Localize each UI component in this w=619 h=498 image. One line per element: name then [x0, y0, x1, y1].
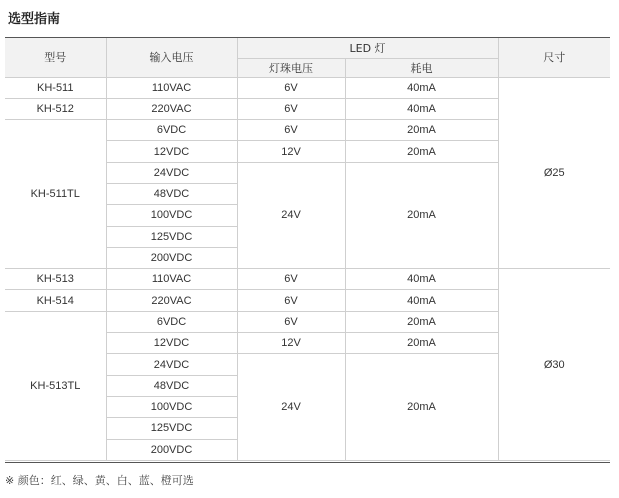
- bottom-rule: [5, 462, 610, 463]
- input-voltage-cell: 125VDC: [106, 226, 237, 247]
- input-voltage-cell: 220VAC: [106, 98, 237, 119]
- header-power: 耗电: [345, 58, 498, 77]
- input-voltage-cell: 110VAC: [106, 269, 237, 290]
- input-voltage-cell: 220VAC: [106, 290, 237, 311]
- input-voltage-cell: 100VDC: [106, 396, 237, 417]
- power-cell: 40mA: [345, 269, 498, 290]
- input-voltage-cell: 12VDC: [106, 333, 237, 354]
- input-voltage-cell: 24VDC: [106, 162, 237, 183]
- size-cell: Ø30: [498, 269, 610, 461]
- bead-voltage-cell: 24V: [237, 354, 345, 460]
- input-voltage-cell: 125VDC: [106, 418, 237, 439]
- bead-voltage-cell: 24V: [237, 162, 345, 268]
- model-cell: KH-513: [5, 269, 106, 290]
- bead-voltage-cell: 6V: [237, 98, 345, 119]
- bead-voltage-cell: 6V: [237, 290, 345, 311]
- model-cell: KH-514: [5, 290, 106, 311]
- bead-voltage-cell: 6V: [237, 269, 345, 290]
- power-cell: 20mA: [345, 120, 498, 141]
- model-cell: KH-512: [5, 98, 106, 119]
- header-input-voltage: 输入电压: [106, 38, 237, 77]
- input-voltage-cell: 12VDC: [106, 141, 237, 162]
- input-voltage-cell: 6VDC: [106, 311, 237, 332]
- model-cell: KH-513TL: [5, 311, 106, 460]
- table-row: [5, 269, 610, 290]
- input-voltage-cell: 24VDC: [106, 354, 237, 375]
- input-voltage-cell: 100VDC: [106, 205, 237, 226]
- power-cell: 20mA: [345, 354, 498, 460]
- size-cell: Ø25: [498, 77, 610, 269]
- input-voltage-cell: 110VAC: [106, 77, 237, 98]
- model-cell: KH-511: [5, 77, 106, 98]
- header-model: 型号: [5, 38, 106, 77]
- header-size: 尺寸: [498, 38, 610, 77]
- bead-voltage-cell: 6V: [237, 77, 345, 98]
- table-row: [5, 77, 610, 98]
- input-voltage-cell: 200VDC: [106, 247, 237, 268]
- bead-voltage-cell: 6V: [237, 120, 345, 141]
- power-cell: 20mA: [345, 333, 498, 354]
- input-voltage-cell: 200VDC: [106, 439, 237, 460]
- power-cell: 40mA: [345, 98, 498, 119]
- color-note: ※ 颜色：红、绿、黄、白、蓝、橙可选: [5, 474, 194, 487]
- page-title: 选型指南: [8, 12, 61, 27]
- input-voltage-cell: 6VDC: [106, 120, 237, 141]
- bead-voltage-cell: 12V: [237, 333, 345, 354]
- power-cell: 20mA: [345, 311, 498, 332]
- selection-table: [5, 38, 610, 461]
- bead-voltage-cell: 6V: [237, 311, 345, 332]
- power-cell: 40mA: [345, 77, 498, 98]
- input-voltage-cell: 48VDC: [106, 183, 237, 204]
- bead-voltage-cell: 12V: [237, 141, 345, 162]
- header-bead-voltage: 灯珠电压: [237, 58, 345, 77]
- model-cell: KH-511TL: [5, 120, 106, 269]
- header-led-group: LED 灯: [237, 38, 498, 58]
- power-cell: 20mA: [345, 162, 498, 268]
- power-cell: 20mA: [345, 141, 498, 162]
- input-voltage-cell: 48VDC: [106, 375, 237, 396]
- power-cell: 40mA: [345, 290, 498, 311]
